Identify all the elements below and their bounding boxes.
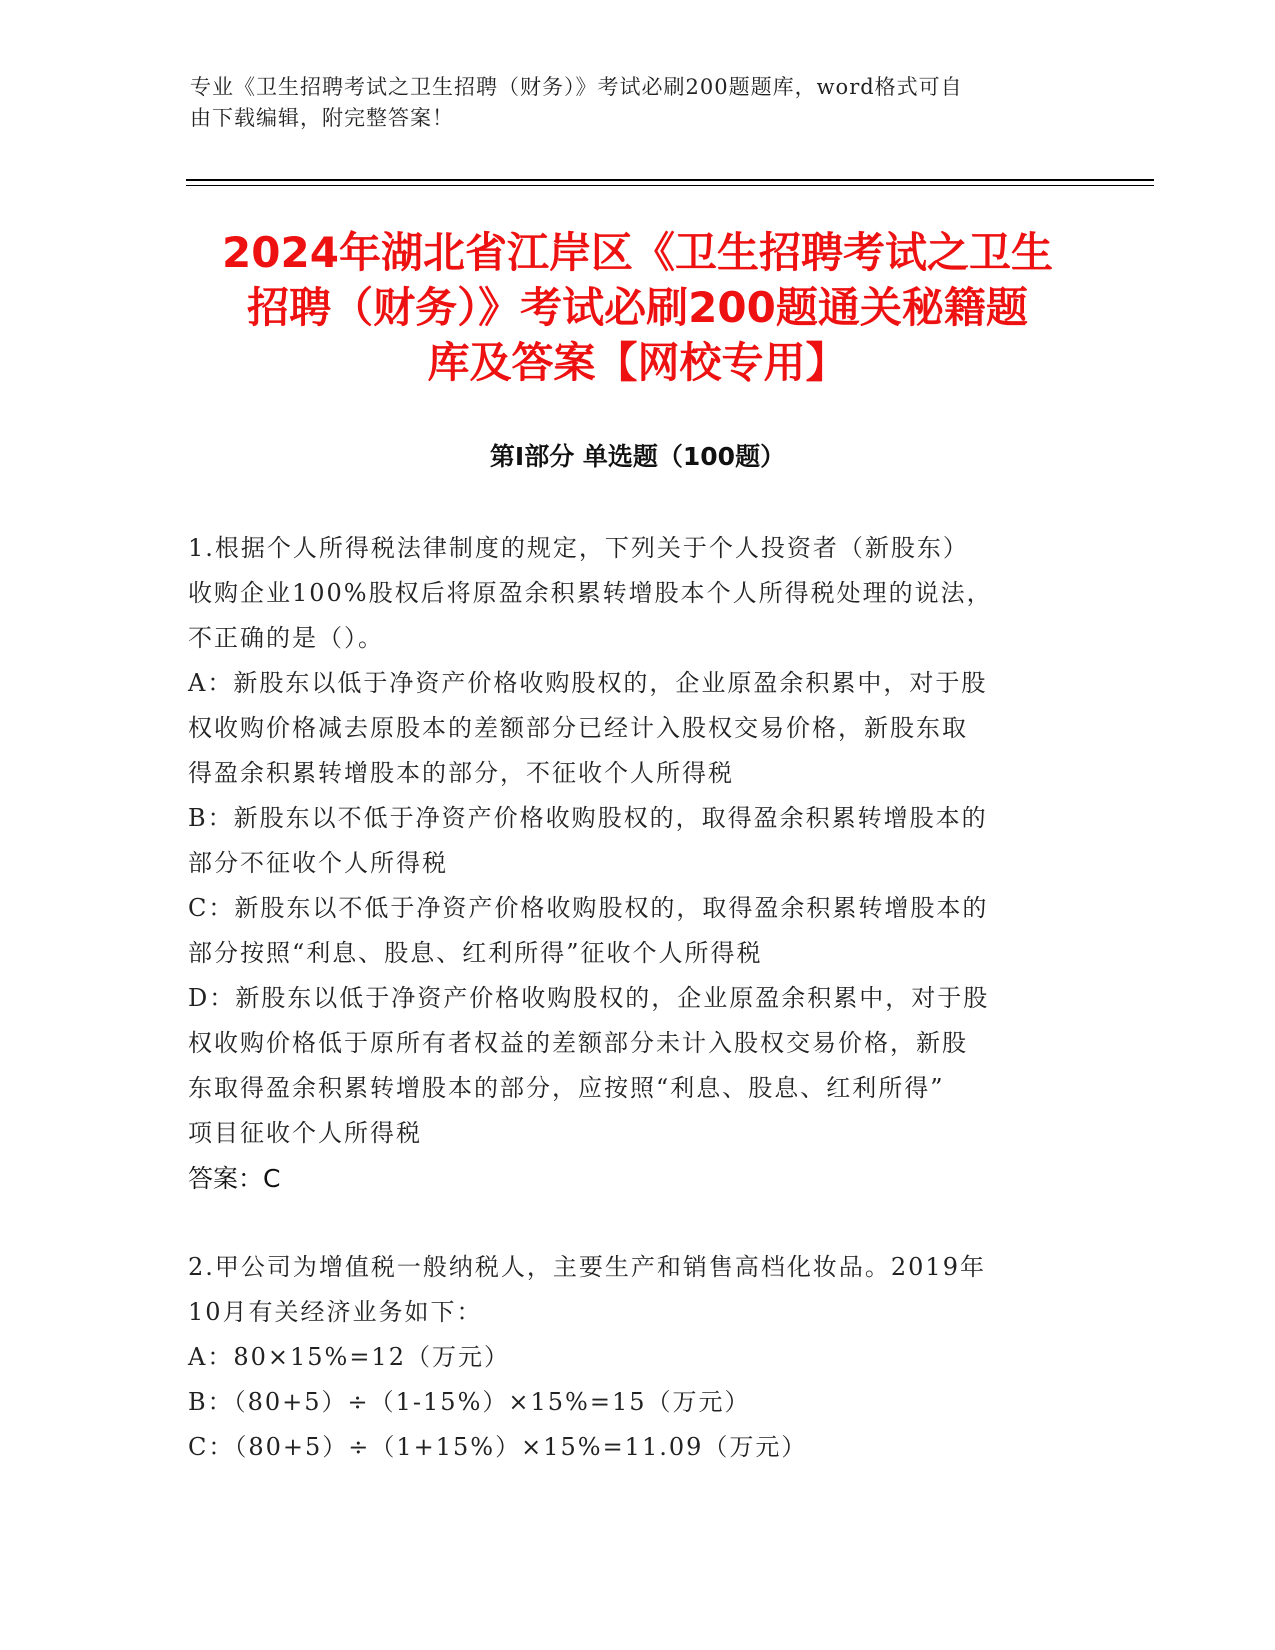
title-line: 招聘（财务）》考试必刷200题通关秘籍题 — [247, 283, 1028, 332]
question-stem-line: 2.甲公司为增值税一般纳税人，主要生产和销售高档化妆品。2019年 — [188, 1253, 986, 1281]
question-list — [188, 526, 1078, 1470]
option-b — [188, 796, 1078, 886]
question-1 — [188, 526, 1078, 1202]
question-2 — [188, 1245, 1078, 1470]
option-line: 权收购价格减去原股本的差额部分已经计入股权交易价格，新股东取 — [188, 714, 968, 742]
option-line: B：新股东以不低于净资产价格收购股权的，取得盈余积累转增股本的 — [188, 804, 988, 832]
option-line: 东取得盈余积累转增股本的部分，应按照“利息、股息、红利所得” — [188, 1074, 945, 1102]
option-c: C：（80+5）÷（1+15%）×15%=11.09（万元） — [188, 1433, 808, 1461]
title-line: 库及答案【网校专用】 — [427, 338, 848, 387]
header-note — [190, 72, 1070, 134]
header-note-line: 由下载编辑，附完整答案！ — [190, 106, 454, 130]
option-b: B：（80+5）÷（1-15%）×15%=15（万元） — [188, 1388, 751, 1416]
option-line: 权收购价格低于原所有者权益的差额部分未计入股权交易价格，新股 — [188, 1029, 968, 1057]
option-a: A：80×15%=12（万元） — [188, 1343, 510, 1371]
section-heading: 第Ⅰ部分 单选题（100题） — [489, 442, 786, 471]
option-line: A：新股东以低于净资产价格收购股权的，企业原盈余积累中，对于股 — [188, 669, 988, 697]
header-divider-thick — [186, 179, 1154, 181]
option-line: C：新股东以不低于净资产价格收购股权的，取得盈余积累转增股本的 — [188, 894, 989, 922]
header-note-line: 专业《卫生招聘考试之卫生招聘（财务）》考试必刷200题题库，word格式可自 — [190, 75, 963, 99]
option-line: 得盈余积累转增股本的部分，不征收个人所得税 — [188, 759, 734, 787]
document-title — [150, 225, 1125, 390]
option-c — [188, 886, 1078, 976]
question-stem-line: 收购企业100%股权后将原盈余积累转增股本个人所得税处理的说法， — [188, 579, 993, 607]
header-divider-thin — [186, 185, 1154, 186]
option-line: D：新股东以低于净资产价格收购股权的，企业原盈余积累中，对于股 — [188, 984, 990, 1012]
option-line: 部分按照“利息、股息、红利所得”征收个人所得税 — [188, 939, 763, 967]
question-stem-line: 10月有关经济业务如下： — [188, 1298, 483, 1326]
option-a — [188, 661, 1078, 796]
option-line: 部分不征收个人所得税 — [188, 849, 448, 877]
answer-line: 答案：C — [188, 1164, 281, 1193]
question-stem-line: 不正确的是（）。 — [188, 624, 384, 652]
option-line: 项目征收个人所得税 — [188, 1119, 422, 1147]
question-stem-line: 1.根据个人所得税法律制度的规定，下列关于个人投资者（新股东） — [188, 534, 969, 562]
option-d — [188, 976, 1078, 1156]
title-line: 2024年湖北省江岸区《卫生招聘考试之卫生 — [222, 228, 1053, 277]
